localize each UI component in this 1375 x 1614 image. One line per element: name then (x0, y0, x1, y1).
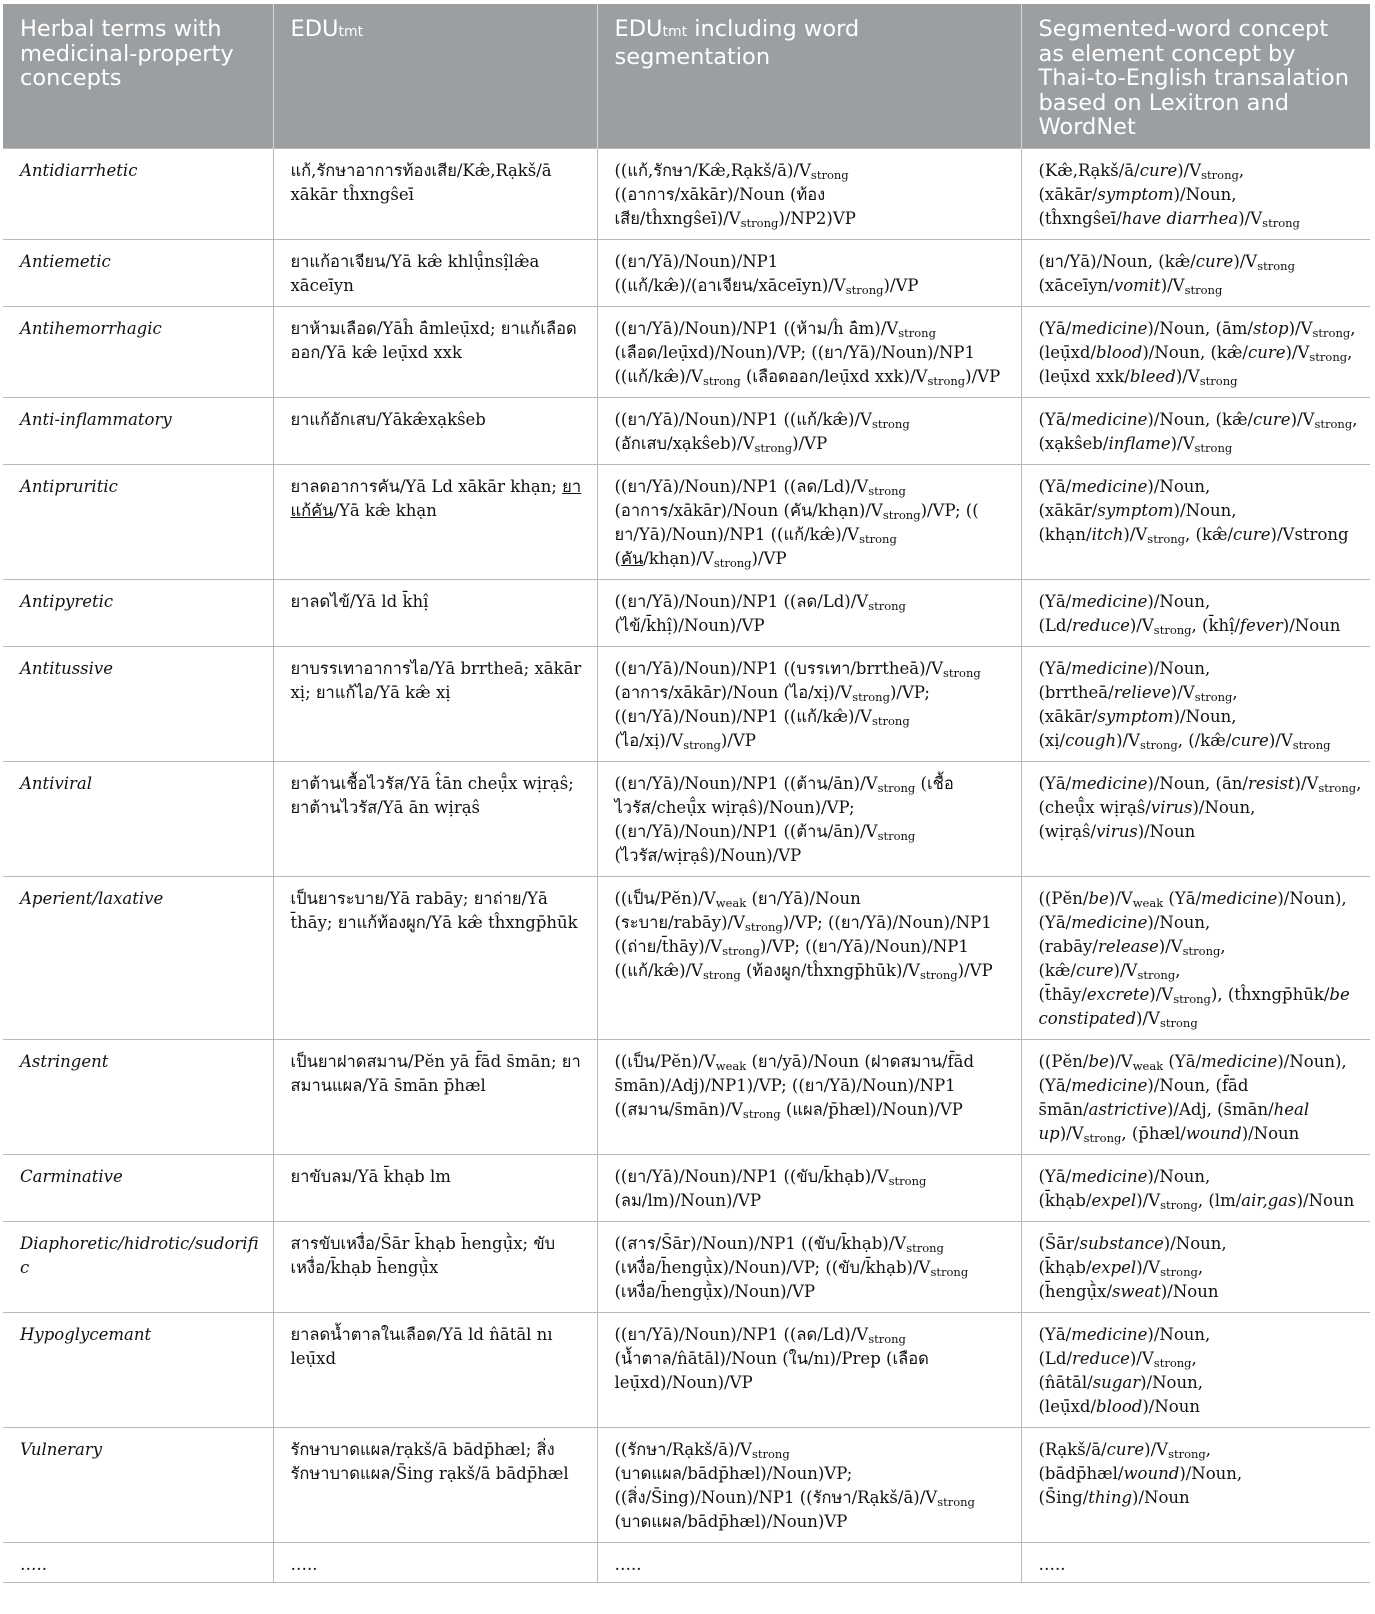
cell-segmentation: ((ยา/Yā)/Noun)/NP1 ((ห้าม/ĥ $ā̂m)/V_{strong}$ (เลือด/leụ̄xd)/Noun)/VP; ((ยา/Yā)/Noun)/NP1 ((แก้$/kæ̂)/V_{strong}$ (เลือดออก/leụ̄xd $xxk)/V_{strong})/VP$ (597, 306, 1021, 397)
cell-segmentation: ((ยา/Yā)/Noun)/NP1 ((ลด$/Ld)/V_{strong}$ (อาการ/xākār)/Noun (คัน$/khạn)/V_{strong})/VP$; (( ยา/Yā)/Noun)/NP1 ((แก้$/kæ̂)/V_{strong}$ (คัน$/khạn)/V_{strong})/VP$ (597, 464, 1021, 579)
table-row (3, 397, 1370, 464)
cell-concept: $(Rạkš/ā/cure)/V_{strong}$, (bādp̄hæl/wound)/Noun, (S̄ing/thing)/Noun (1021, 1427, 1370, 1542)
herbal-terms-table (3, 4, 1370, 1583)
cell-herbal-term: Carminative (3, 1154, 273, 1221)
header-edu-seg-text: EDU (614, 16, 663, 42)
table-header (3, 4, 1370, 148)
cell-herbal-term: Anti-inflammatory (3, 397, 273, 464)
header-edu-seg-rest: including word segmentation (614, 16, 860, 70)
cell-herbal-term: Vulnerary (3, 1427, 273, 1542)
cell-concept: (Yā/medicine)/Noun, $(Ld/reduce)/V_{strong}$, (n̂ātāl/sugar)/Noun, (leụ̄xd/blood)/Noun (1021, 1312, 1370, 1427)
table-row (3, 1312, 1370, 1427)
cell-segmentation: ((เป็น$/Pĕn)/V_{weak}$ (ยา/Yā)/Noun (ระบาย$/rabāy)/V_{strong})/VP$; ((ยา/Yā)/Noun)/NP1 ((ถ่าย$/t̄hāy)/V_{strong})/VP$; ((ยา/Yā)/Noun)/NP1 ((แก้$/kæ̂)/V_{strong}$ (ท้องผูก$/tĥxngp̄hūk)/V_{strong})/VP$ (597, 876, 1021, 1039)
table-row (3, 306, 1370, 397)
cell-segmentation: ((เป็น$/Pĕn)/V_{weak}$ (ยา/yā)/Noun (ฝาดสมาน/f̄ād s̄mān)/Adj)/NP1)/VP; ((ยา/Yā)/Noun)/NP1 ((สมาน$/s̄mān)/V_{strong}$ (แผล/p̄hæl)/Noun)/VP (597, 1039, 1021, 1154)
table-row (3, 579, 1370, 646)
cell-herbal-term: Hypoglycemant (3, 1312, 273, 1427)
cell-herbal-term: Astringent (3, 1039, 273, 1154)
cell-concept: (ยา/Yā)/Noun, $(kæ̂/cure)/V_{strong}$ $(xāceīyn/vomit)/V_{strong}$ (1021, 239, 1370, 306)
cell-edu: ยาลดไข้/Yā ld k̄hị̂ (273, 579, 597, 646)
header-concept-text: Segmented-word concept as element concept by Thai-to-English transalation based on Lexitron and WordNet (1038, 16, 1349, 140)
cell-segmentation: ((สาร/S̄ār)/Noun)/NP1 ((ขับ$/k̄hạb)/V_{strong}$ (เหงื่อ/h̄engụ̄̀x)/Noun)/VP; ((ขับ$/k̄hạb)/V_{strong}$ (เหงื่อ/h̄engụ̄̀x)/Noun)/VP (597, 1221, 1021, 1312)
header-edu-text: EDU (290, 16, 339, 42)
cell-segmentation: ((ยา/Yā)/Noun)/NP1 ((แก้$/kæ̂)/V_{strong}$ (อักเสบ$/xạkŝeb)/V_{strong})/VP$ (597, 397, 1021, 464)
header-edu-segmentation (597, 4, 1021, 148)
table-row (3, 148, 1370, 239)
cell-segmentation: ((แก้,รักษา$/Kæ̂,Rạkš/ā)/V_{strong}$ ((อาการ/xākār)/Noun (ท้องเสีย$/tĥxngŝeī)/V_{strong})/NP2)VP$ (597, 148, 1021, 239)
cell-segmentation: ((ยา/Yā)/Noun)/NP1 ((ลด$/Ld)/V_{strong}$ (ไข้/k̄hị̂)/Noun)/VP (597, 579, 1021, 646)
cell-concept: (Yā/medicine)/Noun, $(ān/resist)/V_{strong}$, (cheụ̄̂x wịrạŝ/virus)/Noun, (wịrạŝ/virus)/Noun (1021, 761, 1370, 876)
table-row (3, 239, 1370, 306)
cell-herbal-term: Antitussive (3, 646, 273, 761)
cell-edu: สารขับเหงื่อ/S̄ār k̄hạb h̄engụ̄̀x; ขับเหงื่อ/k̄hạb h̄engụ̄̀x (273, 1221, 597, 1312)
header-concept (1021, 4, 1370, 148)
cell-edu: ยาลดน้ำตาลในเลือด/Yā ld n̂ātāl nı leụ̄xd (273, 1312, 597, 1427)
cell-herbal-term: Antipruritic (3, 464, 273, 579)
cell-concept: (Yā/medicine)/Noun, $(kæ̂/cure)/V_{strong}$, $(xạkŝeb/inflame)/V_{strong}$ (1021, 397, 1370, 464)
cell-concept: ($(Pĕn/be)/V_{weak}$ (Yā/medicine)/Noun), (Yā/medicine)/Noun, $(rabāy/release)/V_{strong}$, $(kæ̂/cure)/V_{strong}$, $(t̄hāy/excrete)/V_{strong}$), (tĥxngp̄hūk/be $constipated)/V_{strong}$ (1021, 876, 1370, 1039)
cell-edu: ยาขับลม/Yā k̄hạb lm (273, 1154, 597, 1221)
table-row (3, 1221, 1370, 1312)
cell-edu: ยาลดอาการคัน/Yā Ld xākār khạn; ยาแก้คัน/Yā kæ̂ khạn (273, 464, 597, 579)
cell-edu: ยาแก้อาเจียน/Yā kæ̂ khlụ̄̂nsị̂læ̂a xāceīyn (273, 239, 597, 306)
cell-segmentation: ((ยา/Yā)/Noun)/NP1 ((ลด$/Ld)/V_{strong}$ (น้ำตาล/n̂ātāl)/Noun (ใน/nı)/Prep (เลือด leụ̄xd)/Noun)/VP (597, 1312, 1021, 1427)
cell-herbal-term: Antihemorrhagic (3, 306, 273, 397)
cell-segmentation: ((ยา/Yā)/Noun)/NP1 ((ขับ$/k̄hạb)/V_{strong}$ (ลม/lm)/Noun)/VP (597, 1154, 1021, 1221)
cell-herbal-term: Antiemetic (3, 239, 273, 306)
cell-segmentation: ((รักษา$/Rạkš/ā)/V_{strong}$ (บาดแผล/bādp̄hæl)/Noun)VP; ((สิ่ง/S̄ing)/Noun)/NP1 ((รักษา$/Rạkš/ā)/V_{strong}$ (บาดแผล/bādp̄hæl)/Noun)VP (597, 1427, 1021, 1542)
cell-concept: (Yā/medicine)/Noun, $(brrtheā/relieve)/V_{strong}$, (xākār/symptom)/Noun, $(xị/cough)/V_{strong}$, $(/kæ̂/cure)/V_{strong}$ (1021, 646, 1370, 761)
cell-herbal-term: Diaphoretic/hidrotic/sudorific (3, 1221, 273, 1312)
cell-concept: $(Kæ̂,Rạkš/ā/cure)/V_{strong}$, (xākār/symptom)/Noun, (tĥxngŝeī/have $diarrhea)/V_{strong}$ (1021, 148, 1370, 239)
cell-edu: เป็นยาระบาย/Yā rabāy; ยาถ่าย/Yā t̄hāy; ยาแก้ท้องผูก/Yā kæ̂ tĥxngp̄hūk (273, 876, 597, 1039)
table-row (3, 1154, 1370, 1221)
header-edu-seg-subscript: tmt (662, 24, 688, 40)
cell-edu: ยาแก้อักเสบ/Yākæ̂xạkŝeb (273, 397, 597, 464)
cell-concept: (Yā/medicine)/Noun, $(Ld/reduce)/V_{strong}$, (k̄hị̂/fever)/Noun (1021, 579, 1370, 646)
cell-concept: (Yā/medicine)/Noun, $(k̄hạb/expel)/V_{strong}$, (lm/air,gas)/Noun (1021, 1154, 1370, 1221)
table-row (3, 1039, 1370, 1154)
header-edu-subscript: tmt (338, 24, 364, 40)
table-row (3, 1542, 1370, 1582)
cell-herbal-term: ….. (3, 1542, 273, 1582)
cell-herbal-term: Antidiarrhetic (3, 148, 273, 239)
cell-segmentation: ((ยา/Yā)/Noun)/NP1 ((บรรเทา$/brrtheā)/V_{strong}$ (อาการ/xākār)/Noun (ไอ$/xị)/V_{strong})/VP$; ((ยา/Yā)/Noun)/NP1 ((แก้$/kæ̂)/V_{strong}$ (ไอ$/xị)/V_{strong})/VP$ (597, 646, 1021, 761)
cell-edu: ….. (273, 1542, 597, 1582)
header-row (3, 4, 1370, 148)
table-row (3, 646, 1370, 761)
cell-concept: ….. (1021, 1542, 1370, 1582)
table-row (3, 761, 1370, 876)
cell-segmentation: ….. (597, 1542, 1021, 1582)
cell-edu: ยาบรรเทาอาการไอ/Yā brrtheā; xākār xị; ยาแก้ไอ/Yā kæ̂ xị (273, 646, 597, 761)
table-body (3, 148, 1370, 1582)
table-row (3, 464, 1370, 579)
table-row (3, 876, 1370, 1039)
header-herbal-terms (3, 4, 273, 148)
cell-concept: (S̄ār/substance)/Noun, $(k̄hạb/expel)/V_{strong}$, (h̄engụ̄̀x/sweat)/Noun (1021, 1221, 1370, 1312)
cell-concept: (Yā/medicine)/Noun, (xākār/symptom)/Noun, $(khạn/itch)/V_{strong}$, (kæ̂/cure)/Vstrong (1021, 464, 1370, 579)
cell-edu: เป็นยาฝาดสมาน/Pĕn yā f̄ād s̄mān; ยาสมานแผล/Yā s̄mān p̄hæl (273, 1039, 597, 1154)
cell-herbal-term: Aperient/laxative (3, 876, 273, 1039)
header-herbal-terms-text: Herbal terms with medicinal-property concepts (20, 16, 234, 91)
cell-herbal-term: Antiviral (3, 761, 273, 876)
table-row (3, 1427, 1370, 1542)
cell-concept: ($(Pĕn/be)/V_{weak}$ (Yā/medicine)/Noun), (Yā/medicine)/Noun, (f̄ād s̄mān/astrictive)/Adj, (s̄mān/heal $up)/V_{strong}$, (p̄hæl/wound)/Noun (1021, 1039, 1370, 1154)
cell-edu: ยาต้านเชื้อไวรัส/Yā t̂ān cheụ̄̂x wịrạŝ; ยาต้านไวรัส/Yā ān wịrạŝ (273, 761, 597, 876)
cell-edu: รักษาบาดแผล/rạkš/ā bādp̄hæl; สิ่งรักษาบาดแผล/S̄ing rạkš/ā bādp̄hæl (273, 1427, 597, 1542)
cell-segmentation: ((ยา/Yā)/Noun)/NP1 ((ต้าน$/ān)/V_{strong}$ (เชื้อไวรัส/cheụ̄̂x wịrạŝ)/Noun)/VP; ((ยา/Yā)/Noun)/NP1 ((ต้าน$/ān)/V_{strong}$ (ไวรัส/wịrạŝ)/Noun)/VP (597, 761, 1021, 876)
header-edu (273, 4, 597, 148)
cell-edu: ยาห้ามเลือด/Yāĥ ā̂mleụ̄xd; ยาแก้เลือดออก/Yā kæ̂ leụ̄xd xxk (273, 306, 597, 397)
cell-segmentation: ((ยา/Yā)/Noun)/NP1 ((แก้/kæ̂)/(อาเจียน$/xāceīyn)/V_{strong})/VP$ (597, 239, 1021, 306)
cell-herbal-term: Antipyretic (3, 579, 273, 646)
cell-concept: (Yā/medicine)/Noun, $(ām/stop)/V_{strong}$, (leụ̄xd/blood)/Noun, $(kæ̂/cure)/V_{strong}$, (leụ̄xd xxk/$bleed)/V_{strong}$ (1021, 306, 1370, 397)
cell-edu: แก้,รักษาอาการท้องเสีย/Kæ̂,Rạkš/ā xākār tĥxngŝeī (273, 148, 597, 239)
